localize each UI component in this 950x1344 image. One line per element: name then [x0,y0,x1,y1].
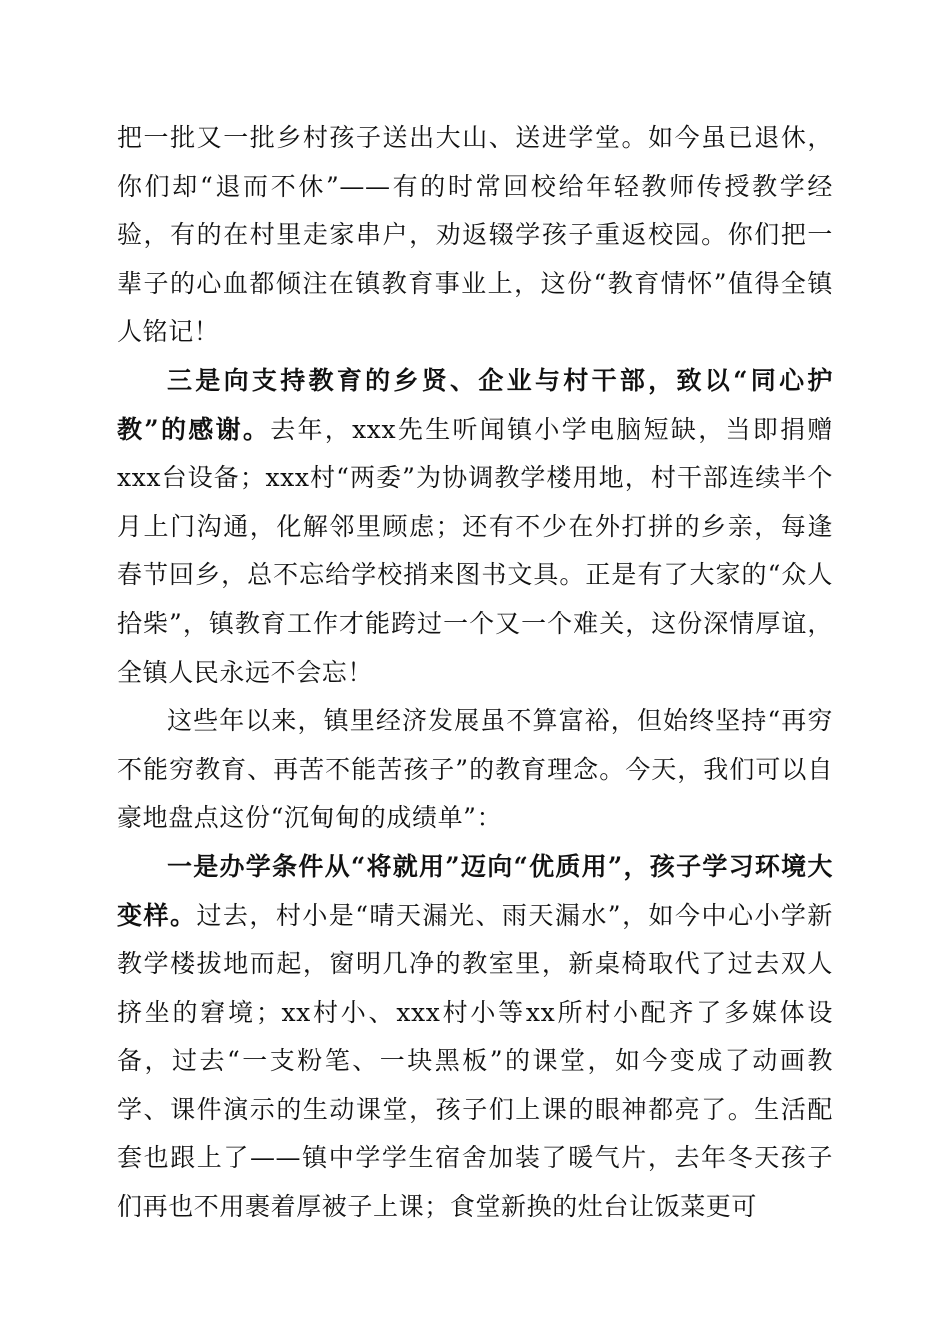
paragraph-text: 这些年以来，镇里经济发展虽不算富裕，但始终坚持“再穷不能穷教育、再苦不能苦孩子”的教育理念。今天，我们可以自豪地盘点这份“沉甸甸的成绩单”： [117,706,833,833]
paragraph-community-thanks [117,357,833,697]
paragraph-lead: 一是办学条件从“将就用”迈向“优质用”，孩子学习环境大变样。 [117,851,833,930]
paragraph-school-conditions [117,843,833,1232]
document-page [117,114,833,1232]
paragraph-lead: 三是向支持教育的乡贤、企业与村干部，致以“同心护教”的感谢。 [117,365,833,444]
paragraph-text: 过去，村小是“晴天漏光、雨天漏水”，如今中心小学新教学楼拔地而起，窗明几净的教室里，新桌椅取代了过去双人挤坐的窘境；xx村小、xxx村小等xx所村小配齐了多媒体设备，过去“一支粉笔、一块黑板”的课堂，如今变成了动画教学、课件演示的生动课堂，孩子们上课的眼神都亮了。生活配套也跟上了——镇中学学生宿舍加装了暖气片，去年冬天孩子们再也不用裹着厚被子上课；食堂新换的灶台让饭菜更可 [117,900,833,1222]
paragraph-retired-teachers [117,114,833,357]
paragraph-text: 把一批又一批乡村孩子送出大山、送进学堂。如今虽已退休，你们却“退而不休”——有的时常回校给年轻教师传授教学经验，有的在村里走家串户，劝返辍学孩子重返校园。你们把一辈子的心血都倾注在镇教育事业上，这份“教育情怀”值得全镇人铭记！ [117,123,833,347]
paragraph-text: 去年，xxx先生听闻镇小学电脑短缺，当即捐赠xxx台设备；xxx村“两委”为协调教学楼用地，村干部连续半个月上门沟通，化解邻里顾虑；还有不少在外打拼的乡亲，每逢春节回乡，总不忘给学校捎来图书文具。正是有了大家的“众人拾柴”，镇教育工作才能跨过一个又一个难关，这份深情厚谊，全镇人民永远不会忘！ [117,414,833,687]
paragraph-achievements-intro [117,697,833,843]
